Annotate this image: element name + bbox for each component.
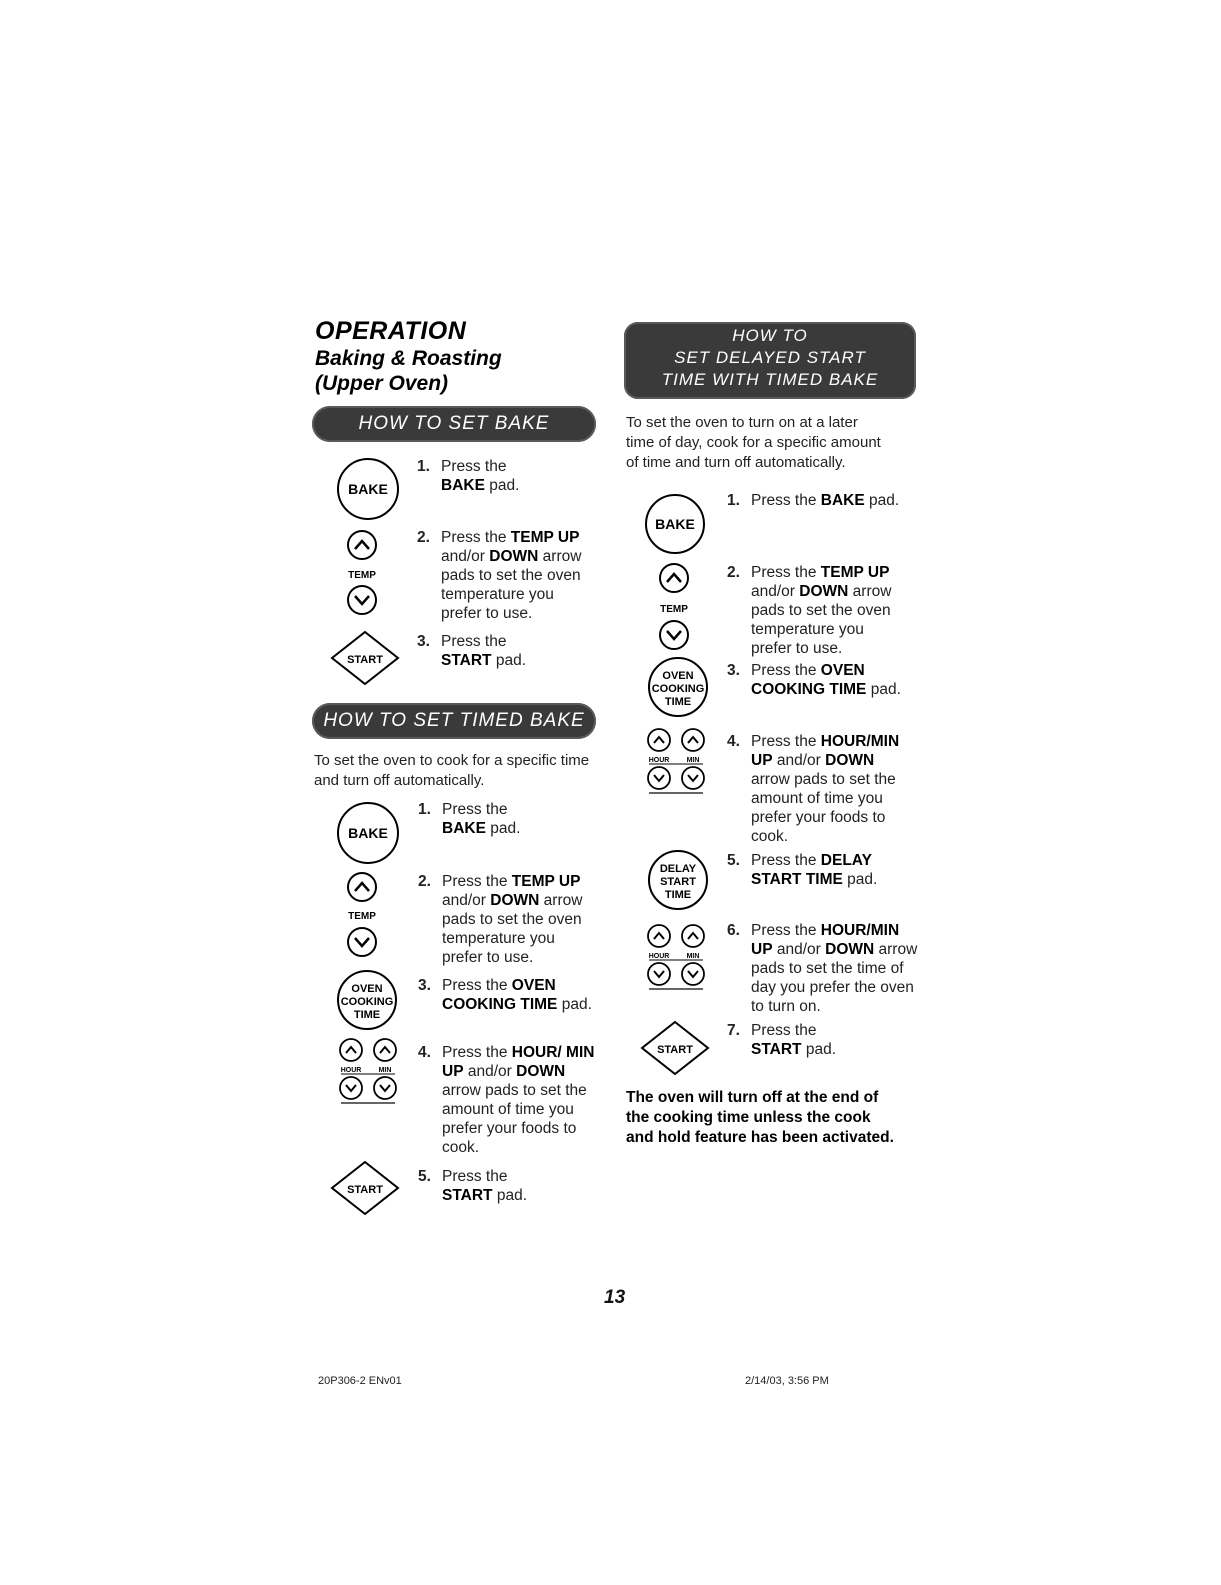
dst-label-3: TIME (664, 889, 692, 901)
dst-label-1: DELAY (659, 863, 697, 875)
d-oct-label-2: COOKING (651, 683, 705, 695)
timed-start-pad-icon (330, 1160, 410, 1220)
d1-hour-label: HOUR (648, 757, 670, 764)
timed-temp-label: TEMP (348, 911, 376, 922)
oct-label-2: COOKING (340, 996, 394, 1008)
timed-hour-min-arrows-icon (337, 1036, 409, 1122)
delayed-oven-cooking-time-icon (648, 656, 718, 726)
bake-pad-label: BAKE (348, 481, 388, 497)
delayed-temp-label: TEMP (660, 604, 688, 615)
delayed-step-5: 5. Press the DELAY START TIME pad. (727, 852, 878, 888)
banner-delayed-start (624, 322, 916, 399)
page-subtitle-line1: Baking & Roasting (315, 347, 502, 370)
delayed-hour-min-arrows-icon-1 (645, 726, 717, 812)
d2-min-label: MIN (686, 953, 700, 960)
start-pad-label: START (347, 654, 383, 666)
temp-label: TEMP (348, 570, 376, 581)
footer-doc-id: 20P306-2 ENv01 (318, 1375, 402, 1387)
timed-bake-intro: To set the oven to cook for a specific time and turn off automatically. (314, 752, 590, 789)
delayed-step-1: 1. Press the BAKE pad. (727, 492, 900, 509)
timed-bake-step-4: 4. Press the HOUR/ MIN UP and/or DOWN arrow pads to set the amount of time you prefer your foods to cook. (418, 1044, 595, 1156)
timed-bake-pad-label: BAKE (348, 825, 388, 841)
timed-temp-arrows-icon (342, 870, 392, 960)
delayed-temp-arrows-icon (654, 558, 704, 650)
section-title: OPERATION (315, 317, 467, 345)
delayed-bake-pad-label: BAKE (655, 516, 695, 532)
temp-arrows-icon (342, 528, 392, 618)
banner-set-bake-text: HOW TO SET BAKE (358, 413, 550, 434)
banner-delayed-line-1: HOW TO (732, 326, 808, 345)
delayed-start-pad-label: START (657, 1044, 693, 1056)
d1-min-label: MIN (686, 757, 700, 764)
footer-timestamp: 2/14/03, 3:56 PM (745, 1375, 829, 1387)
set-bake-step-2: 2. Press the TEMP UP and/or DOWN arrow pads to set the oven temperature you prefer to use. (417, 529, 582, 622)
oct-label-3: TIME (353, 1009, 381, 1021)
dst-label-2: START (660, 876, 696, 888)
timed-min-label: MIN (378, 1067, 392, 1074)
delayed-intro: To set the oven to turn on at a later time of day, cook for a specific amount of time and turn off automatically. (626, 414, 881, 471)
set-bake-step-3: 3. Press the START pad. (417, 633, 526, 669)
delayed-step-2: 2. Press the TEMP UP and/or DOWN arrow pads to set the oven temperature you prefer to use. (727, 564, 892, 657)
delayed-step-4: 4. Press the HOUR/MIN UP and/or DOWN arrow pads to set the amount of time you prefer your foods to cook. (727, 733, 900, 845)
timed-bake-step-3: 3. Press the OVEN COOKING TIME pad. (418, 977, 592, 1013)
d2-hour-label: HOUR (648, 953, 670, 960)
banner-set-bake (312, 406, 596, 442)
page-number: 13 (604, 1287, 626, 1308)
timed-bake-step-2: 2. Press the TEMP UP and/or DOWN arrow pads to set the oven temperature you prefer to use. (418, 873, 583, 966)
banner-delayed-line-2: SET DELAYED START (674, 348, 866, 367)
banner-timed-bake-text: HOW TO SET TIMED BAKE (323, 710, 585, 731)
bake-pad-icon (335, 456, 405, 526)
delayed-note: The oven will turn off at the end of the cooking time unless the cook and hold feature has been activated. (626, 1089, 894, 1146)
timed-oven-cooking-time-icon (337, 968, 407, 1038)
start-pad-icon (330, 630, 410, 690)
timed-bake-pad-icon (335, 800, 405, 870)
page-subtitle-line2: (Upper Oven) (315, 372, 449, 395)
timed-hour-label: HOUR (340, 1067, 362, 1074)
banner-timed-bake (312, 703, 596, 739)
delayed-step-7: 7. Press the START pad. (727, 1022, 836, 1058)
banner-delayed-line-3: TIME WITH TIMED BAKE (661, 370, 879, 389)
delayed-step-6: 6. Press the HOUR/MIN UP and/or DOWN arrow pads to set the time of day you prefer the oven to turn on. (727, 922, 918, 1015)
d-oct-label-3: TIME (664, 696, 692, 708)
timed-bake-step-5: 5. Press the START pad. (418, 1168, 527, 1204)
set-bake-step-1: 1. Press the BAKE pad. (417, 458, 520, 494)
delayed-delay-start-time-icon (648, 848, 718, 918)
timed-bake-step-1: 1. Press the BAKE pad. (418, 801, 521, 837)
d-oct-label-1: OVEN (662, 670, 694, 682)
delayed-step-3: 3. Press the OVEN COOKING TIME pad. (727, 662, 901, 698)
delayed-bake-pad-icon (643, 492, 713, 562)
timed-start-pad-label: START (347, 1184, 383, 1196)
delayed-start-pad-icon (640, 1020, 720, 1080)
delayed-hour-min-arrows-icon-2 (645, 922, 717, 1008)
oct-label-1: OVEN (351, 983, 383, 995)
